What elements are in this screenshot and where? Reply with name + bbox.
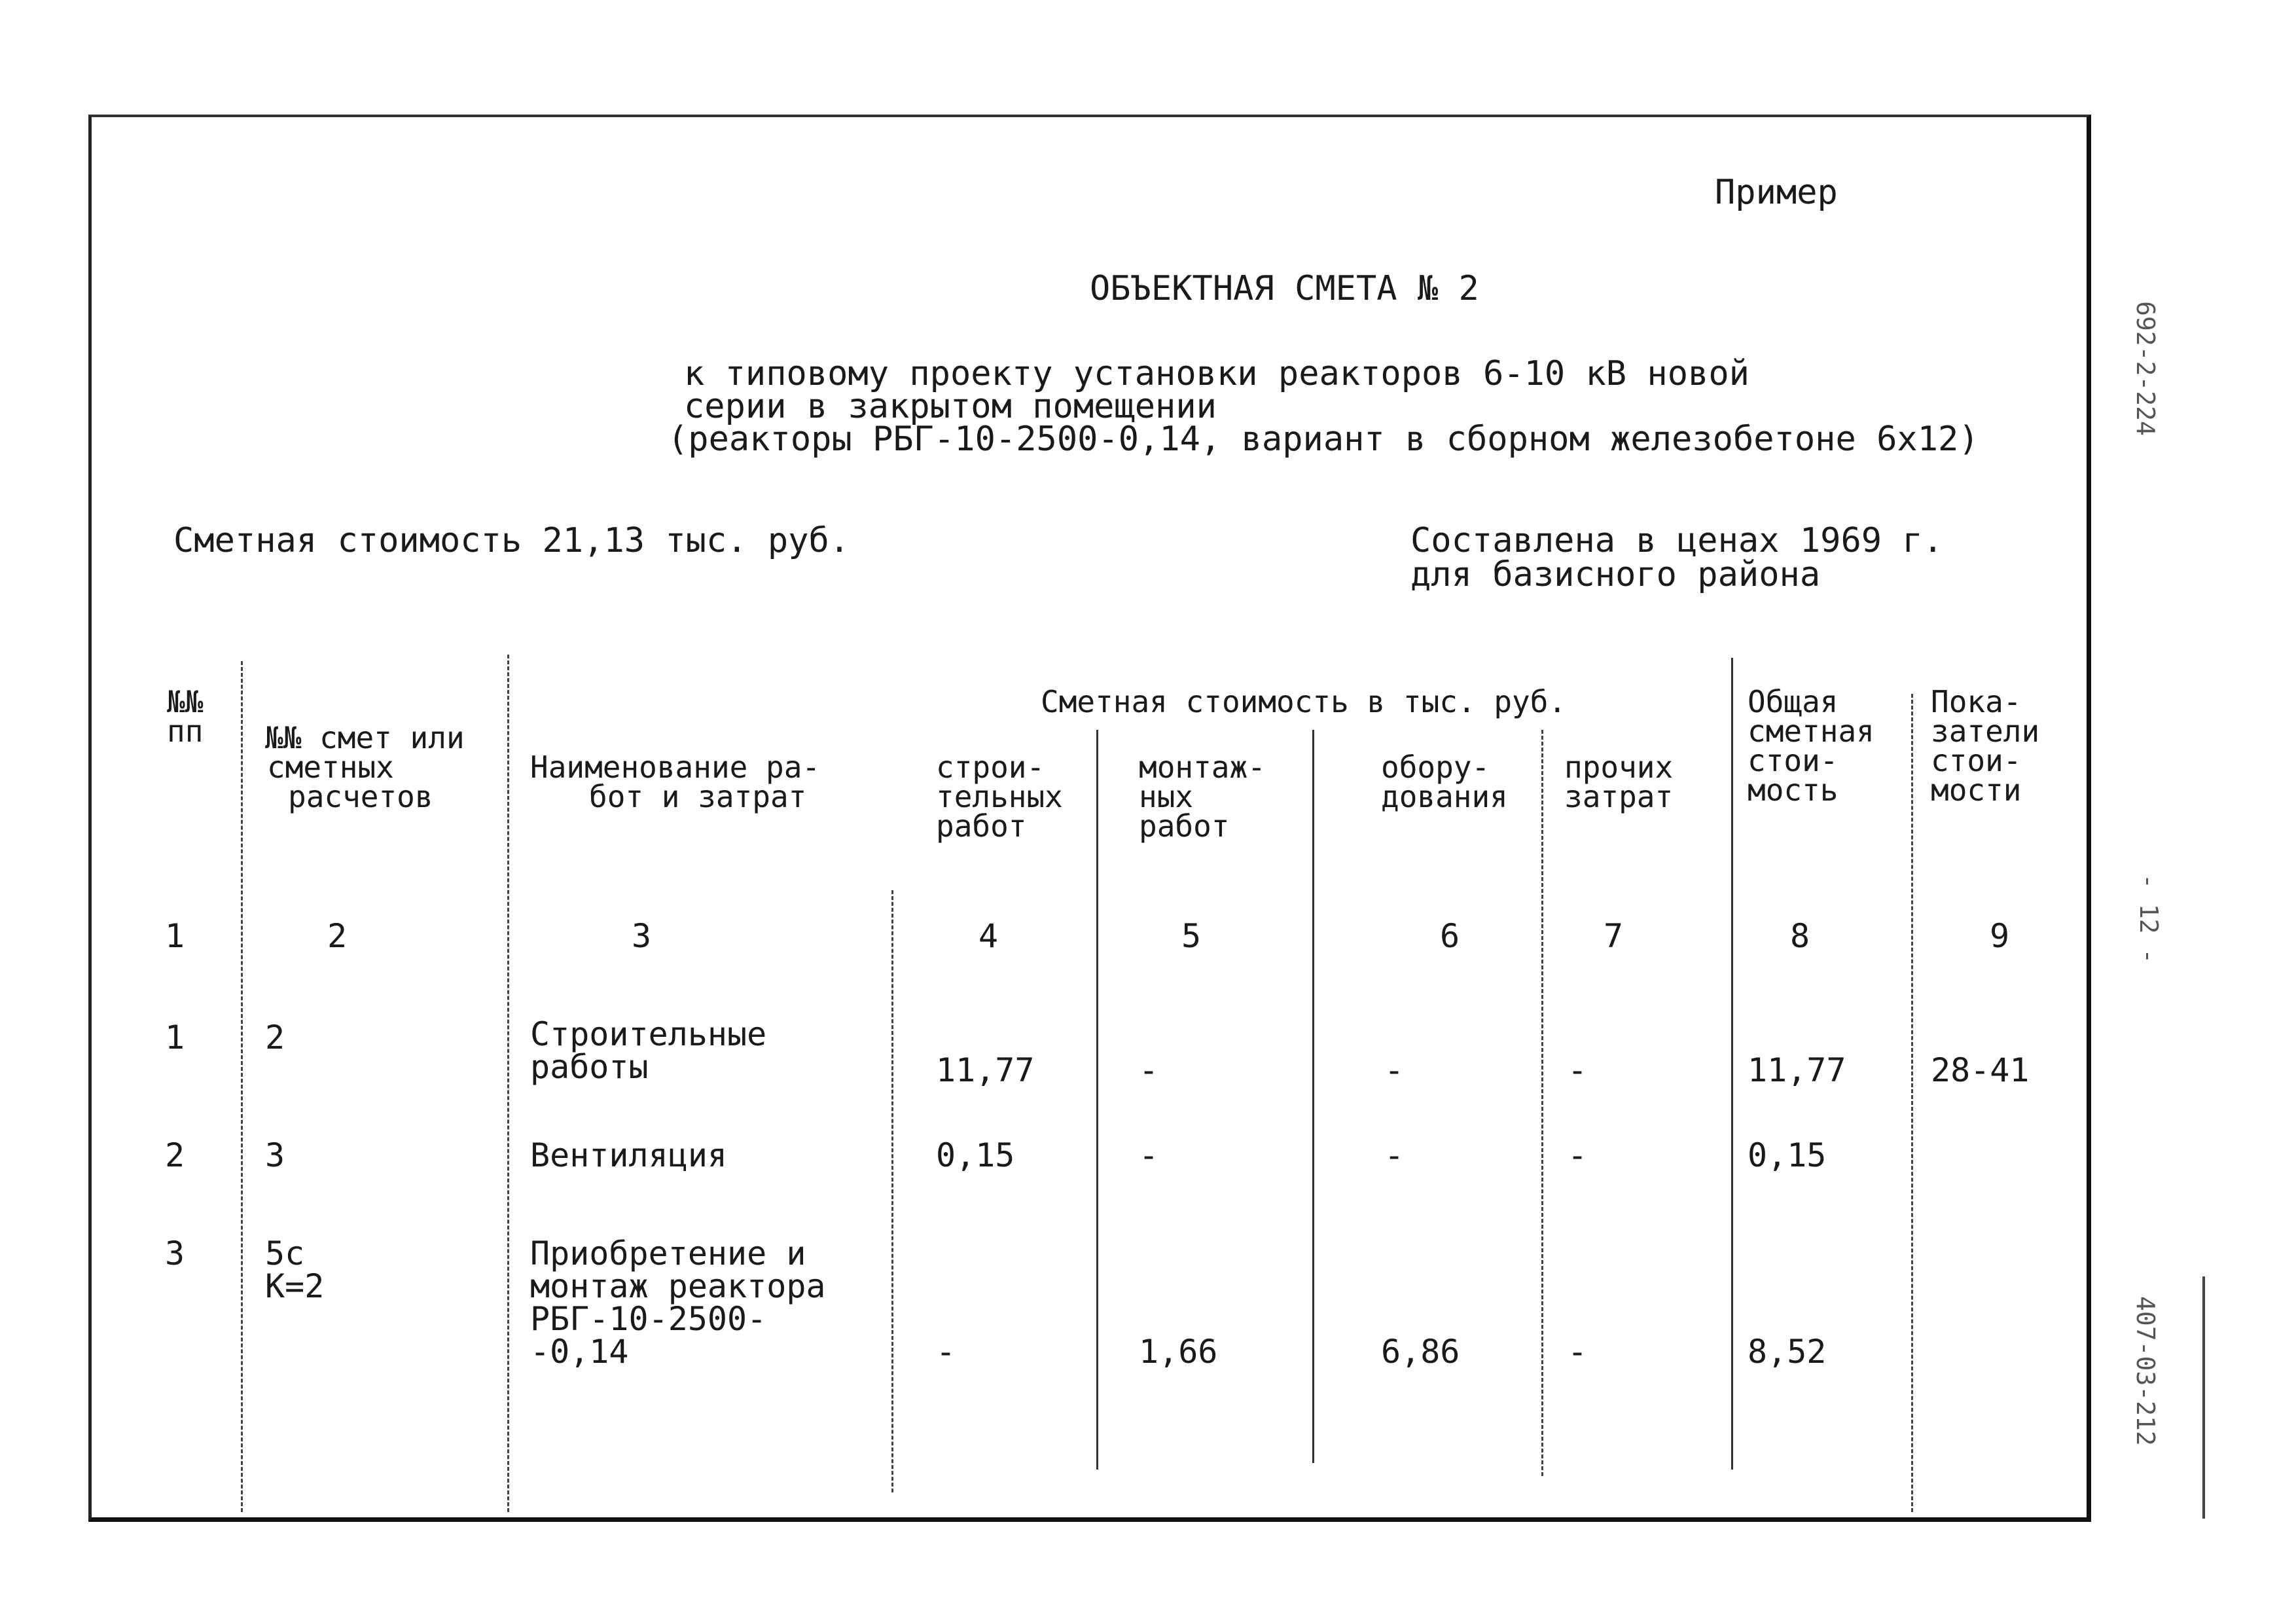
header-c5-line-3: работ <box>1139 808 1230 844</box>
col-divider-8 <box>1911 694 1913 1512</box>
side-stamp-line <box>2202 1276 2205 1519</box>
table-row-2-c8: 0,15 <box>1748 1136 1827 1174</box>
header-c9-line-1: Пока- <box>1931 684 2022 719</box>
table-row-2-ref: 3 <box>265 1136 285 1174</box>
header-c8-line-3: стои- <box>1748 743 1839 778</box>
header-c4-line-3: работ <box>936 808 1027 844</box>
table-row-1-name-line-2: работы <box>530 1048 649 1086</box>
header-c4-line-2: тельных <box>936 779 1063 814</box>
header-c9-line-2: затели <box>1931 713 2040 749</box>
header-c2-line-2: сметных <box>267 749 394 785</box>
col-number-4: 4 <box>978 917 999 955</box>
header-c9-line-3: стои- <box>1931 743 2022 778</box>
group-header: Сметная стоимость в тыс. руб. <box>1041 684 1567 719</box>
col-divider-4 <box>1096 730 1098 1470</box>
corner-label: Пример <box>1715 173 1838 212</box>
table-row-3-ref-line-1: 5с <box>265 1235 305 1272</box>
col-number-2: 2 <box>327 917 348 955</box>
table-row-2-c5: - <box>1139 1136 1159 1174</box>
price-basis-line-1: Составлена в ценах 1969 г. <box>1410 521 1943 560</box>
table-row-2-c4: 0,15 <box>936 1136 1015 1174</box>
col-divider-6 <box>1541 730 1543 1476</box>
subtitle-line-2: серии в закрытом помещении <box>684 387 1217 426</box>
table-row-1-c4: 11,77 <box>936 1051 1035 1089</box>
table-row-2-number: 2 <box>165 1136 185 1174</box>
header-c3-line-2: бот и затрат <box>589 779 807 814</box>
side-code-top: 692-2-224 <box>2131 301 2160 436</box>
col-number-5: 5 <box>1181 917 1202 955</box>
header-c5-line-1: монтаж- <box>1139 749 1266 785</box>
side-page-number: - 12 - <box>2134 874 2163 964</box>
estimated-cost: Сметная стоимость 21,13 тыс. руб. <box>173 521 850 560</box>
header-c4-line-1: строи- <box>936 749 1045 785</box>
table-row-1-c8: 11,77 <box>1748 1051 1846 1089</box>
table-row-3-c6: 6,86 <box>1381 1333 1460 1371</box>
table-row-2-name-line-1: Вентиляция <box>530 1136 728 1174</box>
table-row-3-name-line-4: -0,14 <box>530 1333 629 1371</box>
col-number-6: 6 <box>1440 917 1460 955</box>
table-row-1-c9: 28-41 <box>1931 1051 2030 1089</box>
col-divider-2 <box>507 655 509 1512</box>
col-number-9: 9 <box>1990 917 2010 955</box>
table-row-3-c8: 8,52 <box>1748 1333 1827 1371</box>
header-c8-line-2: сметная <box>1748 713 1874 749</box>
col-divider-1 <box>241 661 243 1512</box>
col-number-3: 3 <box>632 917 652 955</box>
table-row-3-c5: 1,66 <box>1139 1333 1218 1371</box>
header-c8-line-4: мость <box>1748 772 1839 808</box>
subtitle-line-1: к типовому проекту установки реакторов 6-10 кВ новой <box>684 354 1749 393</box>
table-row-3-c4: - <box>936 1333 956 1371</box>
document-title: ОБЪЕКТНАЯ СМЕТА № 2 <box>1090 269 1479 308</box>
table-row-3-name-line-1: Приобретение и <box>530 1235 806 1272</box>
price-basis-line-2: для базисного района <box>1410 555 1821 594</box>
header-c6-line-2: дования <box>1381 779 1508 814</box>
table-row-1-number: 1 <box>165 1019 185 1056</box>
table-row-1-c5: - <box>1139 1051 1159 1089</box>
header-c7-line-2: затрат <box>1564 779 1674 814</box>
col-number-1: 1 <box>165 917 185 955</box>
table-row-3-ref-line-2: К=2 <box>265 1267 325 1305</box>
header-c2-line-1: №№ смет или <box>265 720 465 755</box>
table-row-1-name-line-1: Строительные <box>530 1015 767 1053</box>
header-c9-line-4: мости <box>1931 772 2022 808</box>
table-row-1-c7: - <box>1568 1051 1588 1089</box>
header-c5-line-2: ных <box>1139 779 1194 814</box>
header-c1-line-1: №№ <box>167 684 204 719</box>
table-row-1-c6: - <box>1384 1051 1405 1089</box>
col-divider-5 <box>1312 730 1314 1463</box>
table-row-3-name-line-3: РБГ-10-2500- <box>530 1300 767 1338</box>
table-row-2-c6: - <box>1384 1136 1405 1174</box>
page-frame <box>88 115 2091 1522</box>
table-row-1-ref: 2 <box>265 1019 285 1056</box>
header-c2-line-3: расчетов <box>288 779 433 814</box>
col-divider-7 <box>1731 658 1733 1470</box>
header-c7-line-1: прочих <box>1564 749 1674 785</box>
header-c3-line-1: Наименование ра- <box>530 749 821 785</box>
header-c8-line-1: Общая <box>1748 684 1839 719</box>
table-row-3-c7: - <box>1568 1333 1588 1371</box>
col-number-8: 8 <box>1790 917 1810 955</box>
header-c6-line-1: обору- <box>1381 749 1490 785</box>
table-row-3-number: 3 <box>165 1235 185 1272</box>
subtitle-line-3: (реакторы РБГ-10-2500-0,14, вариант в сборном железобетоне 6х12) <box>668 420 1979 459</box>
header-c1-line-2: пп <box>167 713 204 749</box>
col-divider-3 <box>891 890 893 1492</box>
table-row-2-c7: - <box>1568 1136 1588 1174</box>
table-row-3-name-line-2: монтаж реактора <box>530 1267 826 1305</box>
col-number-7: 7 <box>1604 917 1624 955</box>
side-code-bottom: 407-03-212 <box>2131 1296 2160 1446</box>
